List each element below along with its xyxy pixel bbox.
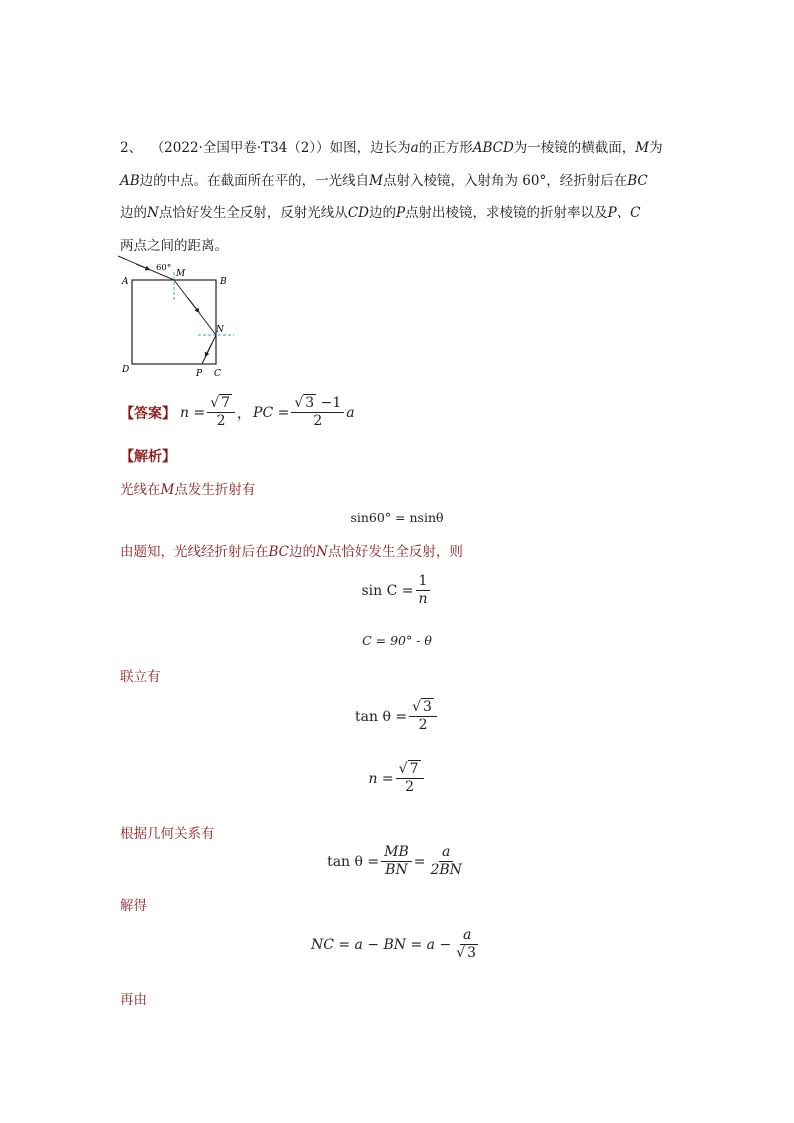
var-abcd: ABCD [472, 140, 514, 156]
answer-n-den: 2 [216, 413, 226, 430]
equation-4-num: 3 [423, 699, 432, 715]
question-line-1 [120, 132, 680, 165]
equation-6 [0, 845, 794, 879]
equation-2-den: n [418, 591, 428, 608]
equation-4-den: 2 [418, 717, 428, 734]
equation-2 [0, 574, 794, 608]
analysis-line-6: 再由 [120, 992, 147, 1008]
answer-sep: ， [237, 405, 252, 422]
answer-pc-rest: −1 [316, 395, 342, 411]
label-c: C [214, 369, 221, 379]
equation-2-num: 1 [416, 574, 431, 591]
equation-6-den1: BN [385, 862, 408, 879]
label-p: P [196, 369, 203, 379]
answer-pc-lhs: PC = [253, 404, 290, 421]
equation-7-lhs: NC = a − BN = a − [310, 936, 452, 953]
answer-label: 【答案】 [120, 405, 176, 422]
equation-1: sin60° = nsinθ [350, 510, 444, 525]
equation-6-den2: 2BN [430, 862, 462, 879]
equation-6-equals: = [413, 853, 426, 870]
question-line-2 [120, 165, 680, 198]
analysis-line-1 [120, 478, 255, 498]
equation-7-fraction: $\frac{a}{√ 3}$ [456, 927, 477, 962]
label-d: D [122, 365, 130, 375]
analysis-line-3: 联立有 [120, 669, 161, 685]
label-n: N [216, 325, 224, 335]
analysis-text: 光线在 [120, 482, 161, 498]
equation-4-fraction: $\frac{√ 3}{2}$ [409, 700, 437, 734]
question-text [120, 132, 680, 262]
analysis-line-2 [120, 540, 463, 560]
question-line-4: 两点之间的距离。 [120, 237, 228, 254]
equation-4 [0, 700, 794, 734]
var-m: M [369, 172, 383, 189]
equation-6-num2: a [439, 845, 453, 862]
prism-diagram [108, 252, 248, 380]
question-text-part: 点恰好发生全反射，反射光线从 [158, 205, 348, 221]
equation-6-num1: MB [381, 845, 412, 862]
equation-5-fraction: $\frac{√ 7}{2}$ [396, 762, 424, 796]
equation-7-num: a [460, 928, 474, 945]
label-m: M [176, 269, 186, 279]
analysis-label: 【解析】 [120, 449, 176, 465]
answer-line [120, 396, 355, 430]
var-n: N [147, 205, 159, 221]
question-text-part: 点射入棱镜，入射角为 60°，经折射后在 [383, 172, 628, 189]
var-m: M [160, 482, 175, 498]
var-pc: P、C [607, 205, 641, 221]
var-p: P [395, 205, 406, 221]
question-text-part: 为一棱镜的横截面， [513, 140, 636, 156]
answer-n-lhs: n = [180, 404, 206, 421]
equation-7-den: 3 [467, 945, 477, 962]
question-text-part: 边的 [368, 205, 396, 221]
equation-5-lhs: n = [368, 770, 394, 787]
analysis-text: 边的 [289, 544, 317, 560]
var-cd: CD [347, 205, 369, 221]
equation-6-fraction-1 [381, 845, 412, 879]
equation-2-lhs: sin C = [361, 582, 414, 599]
question-text-part: 边的 [120, 205, 147, 221]
question-text-part: 点射出棱镜，求棱镜的折射率以及 [405, 205, 608, 221]
question-text-part: 为 [649, 140, 663, 156]
reflected-arrow [206, 343, 212, 355]
answer-n-fraction: $\frac{√ 7}{2}$ [207, 396, 235, 430]
analysis-text: 点恰好发生全反射，则 [327, 544, 463, 560]
analysis-text: 点发生折射有 [174, 482, 256, 498]
question-text-part: 如图，边长为 [329, 140, 411, 156]
answer-pc-fraction: $\frac{√ 3 -1}{2}$ [291, 396, 344, 430]
equation-5-num: 7 [409, 761, 419, 777]
answer-n-num: 7 [221, 395, 231, 411]
analysis-text: 由题知，光线经折射后在 [120, 544, 269, 560]
equation-5-den: 2 [405, 779, 415, 796]
equation-3: C = 90° - θ [362, 633, 432, 648]
equation-5 [0, 762, 794, 796]
question-line-3 [120, 197, 680, 230]
var-ab: AB [120, 172, 140, 189]
var-n: N [316, 544, 328, 560]
question-text-part: 的正方形 [418, 140, 473, 156]
equation-4-lhs: tan θ = [355, 708, 408, 725]
answer-pc-tail: a [346, 404, 355, 421]
question-number: 2、 [120, 140, 143, 156]
equation-6-lhs: tan θ = [327, 853, 380, 870]
var-bc: BC [268, 544, 290, 560]
equation-7 [0, 928, 794, 962]
answer-pc-den: 2 [313, 413, 323, 430]
var-bc: BC [627, 172, 648, 189]
answer-pc-rad: 3 [305, 395, 315, 411]
equation-6-fraction-2 [427, 845, 464, 879]
incident-arrow [136, 264, 148, 269]
equation-2-fraction [416, 574, 431, 608]
var-m: M [635, 140, 650, 156]
label-b: B [220, 277, 227, 287]
angle-label: 60° [156, 263, 172, 273]
question-text-part: 边的中点。在截面所在平的，一光线自 [139, 172, 370, 189]
question-source: （2022·全国甲卷·T34（2）） [150, 140, 330, 156]
analysis-line-5: 解得 [120, 898, 147, 914]
label-a: A [122, 277, 129, 287]
refracted-arrow [188, 298, 198, 311]
analysis-line-4: 根据几何关系有 [120, 826, 215, 842]
var-a: a [410, 140, 419, 156]
